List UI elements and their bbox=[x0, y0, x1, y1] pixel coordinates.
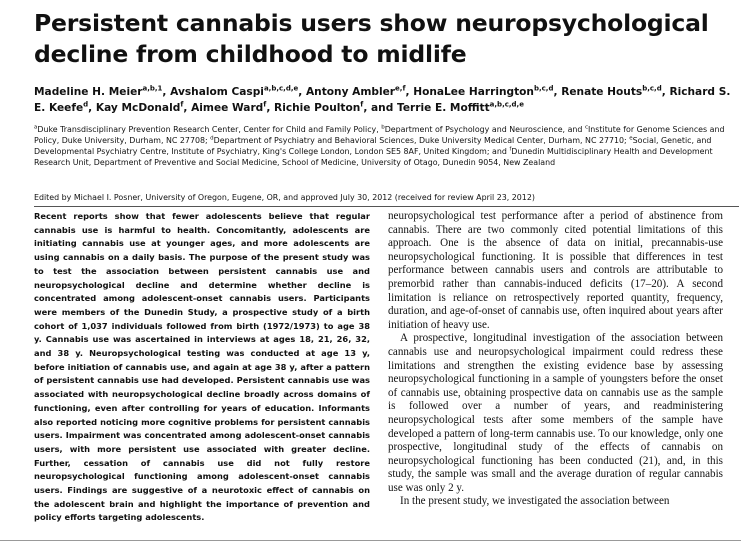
author-separator: , bbox=[405, 86, 414, 98]
author-name: Terrie E. Moffitt bbox=[397, 102, 490, 114]
body-text-column bbox=[388, 210, 723, 509]
body-paragraph: A prospective, longitudinal investigation of the association between cannabis use and neuropsychological impairment could redress these limitations and strengthen the existing evidence base by assessing neuropsychological functioning in a sample of youngsters before the onset of cannabis use, obtaining prospective data on cannabis use as the sample is followed over a number of years, and readministering neuropsychological tests after some members of the sample have developed a pattern of long-term cannabis use. To our knowledge, only one prospective, longitudinal study of the effects of cannabis on neuropsychological functioning has been conducted (21), and, in this study, the sample was small and the average duration of regular cannabis use was only 2 y. bbox=[388, 332, 723, 494]
affiliation-mark: a bbox=[34, 124, 38, 131]
author-separator: , bbox=[88, 102, 96, 114]
author-affiliation-marks: d bbox=[83, 100, 89, 109]
affiliation-mark: e bbox=[629, 135, 633, 142]
author-affiliation-marks: e,f bbox=[395, 84, 406, 93]
author-name: Avshalom Caspi bbox=[170, 86, 264, 98]
author-separator: , and bbox=[363, 102, 397, 114]
author-separator: , bbox=[298, 86, 306, 98]
affiliation-mark: d bbox=[210, 135, 214, 142]
author-affiliation-marks: b,c,d bbox=[533, 84, 554, 93]
edited-by-line: Edited by Michael I. Posner, University of Oregon, Eugene, OR, and approved July 30, 2012 (received for review April 23, 2012) bbox=[34, 193, 535, 202]
author-affiliation-marks: b,c,d bbox=[642, 84, 662, 93]
page-bottom-edge bbox=[0, 540, 741, 541]
body-paragraph: neuropsychological test performance after a period of abstinence from cannabis. There are two commonly cited potential limitations of this approach. One is the absence of data on initial, precannabis-use neuropsychological functioning. It is possible that differences in test performance between cannabis users and controls are attributable to premorbid rather than cannabis-induced deficits (17–20). A second limitation is reliance on retrospectively reported quantity, frequency, duration, and age-of-onset of cannabis use, often inquired about years after initiation of heavy use. bbox=[388, 210, 723, 331]
author-separator: , bbox=[553, 86, 562, 98]
affiliation-text: Department of Psychiatry and Behavioral Sciences, Duke University Medical Center, Durham, NC 27710; bbox=[213, 136, 630, 145]
affiliation-text: Social, Genetic, and Developmental Psychiatry Centre, Institute of Psychiatry, King's College London, London SE5 8AF, United Kingdom; and bbox=[34, 136, 712, 156]
author-name: Richard S. E. Keefe bbox=[34, 86, 731, 114]
author-separator: , bbox=[661, 86, 670, 98]
author-affiliation-marks: f bbox=[360, 100, 364, 109]
abstract: Recent reports show that fewer adolescents believe that regular cannabis use is harmful to health. Concomitantly, adolescents are initiating cannabis use at younger ages, and more adolescents are using cannabis on a daily basis. The purpose of the present study was to test the association between persistent cannabis use and neuropsychological decline and determine whether decline is concentrated among adolescent-onset cannabis users. Participants were members of the Dunedin Study, a prospective study of a birth cohort of 1,037 individuals followed from birth (1972/1973) to age 38 y. Cannabis use was ascertained in interviews at ages 18, 21, 26, 32, and 38 y. Neuropsychological testing was conducted at age 13 y, before initiation of cannabis use, and again at age 38 y, after a pattern of persistent cannabis use had developed. Persistent cannabis use was associated with neuropsychological decline broadly across domains of functioning, even after controlling for years of education. Informants also reported noticing more cognitive problems for persistent cannabis users. Impairment was concentrated among adolescent-onset cannabis users, with more persistent use associated with greater decline. Further, cessation of cannabis use did not fully restore neuropsychological functioning among adolescent-onset cannabis users. Findings are suggestive of a neurotoxic effect of cannabis on the adolescent brain and highlight the importance of prevention and policy efforts targeting adolescents. bbox=[34, 211, 370, 523]
author-name: Renate Houts bbox=[561, 86, 643, 98]
affiliations bbox=[34, 124, 739, 168]
author-list bbox=[34, 84, 734, 116]
paper-title: Persistent cannabis users show neuropsychological decline from childhood to midlife bbox=[34, 9, 709, 68]
author-name: Aimee Ward bbox=[191, 102, 264, 114]
author-separator: , bbox=[183, 102, 192, 114]
affiliation-text: Dunedin Multidisciplinary Health and Development Research Unit, Department of Preventive and Social Medicine, School of Medicine, University of Otago, Dunedin 9054, New Zealand bbox=[34, 147, 713, 167]
author-name: Madeline H. Meier bbox=[34, 86, 143, 98]
header-divider bbox=[34, 206, 739, 207]
body-paragraph: In the present study, we investigated the association between bbox=[400, 495, 670, 508]
author-affiliation-marks: a,b,c,d,e bbox=[263, 84, 299, 93]
author-name: Kay McDonald bbox=[95, 102, 181, 114]
author-separator: , bbox=[266, 102, 275, 114]
affiliation-mark: f bbox=[509, 146, 512, 153]
author-affiliation-marks: a,b,1 bbox=[142, 84, 163, 93]
author-affiliation-marks: f bbox=[180, 100, 184, 109]
affiliation-mark: c bbox=[584, 124, 588, 131]
author-affiliation-marks: a,b,c,d,e bbox=[489, 100, 524, 109]
author-name: HonaLee Harrington bbox=[413, 86, 534, 98]
author-name: Richie Poulton bbox=[274, 102, 361, 114]
author-affiliation-marks: f bbox=[263, 100, 267, 109]
affiliation-mark: b bbox=[381, 124, 385, 131]
author-separator: , bbox=[162, 86, 171, 98]
affiliation-text: Department of Psychology and Neuroscience, and bbox=[384, 125, 585, 134]
author-name: Antony Ambler bbox=[305, 86, 396, 98]
affiliation-text: Duke Transdisciplinary Prevention Research Center, Center for Child and Family Policy, bbox=[37, 125, 382, 134]
affiliation-text: Institute for Genome Sciences and Policy, Duke University, Durham, NC 27708; bbox=[34, 125, 725, 145]
